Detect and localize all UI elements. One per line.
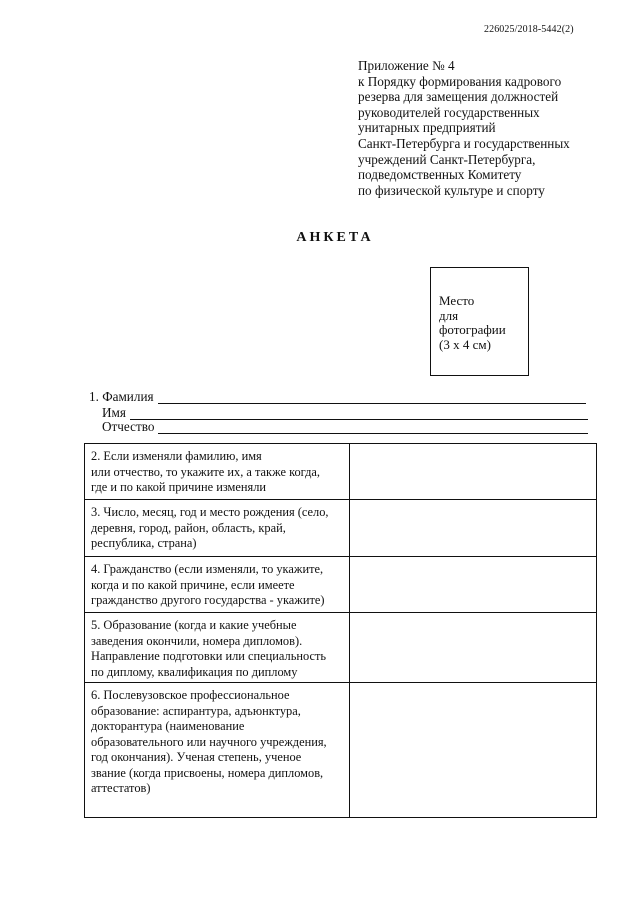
question-line: 2. Если изменяли фамилию, имя — [91, 449, 262, 463]
appendix-note — [358, 58, 620, 198]
question-cell — [85, 613, 350, 683]
answer-cell[interactable] — [350, 444, 597, 500]
question-line: образовательного или научного учреждения, — [91, 734, 327, 749]
question-line: деревня, город, район, область, край, — [91, 520, 286, 535]
table-row — [85, 683, 597, 818]
question-line: 3. Число, месяц, год и место рождения (село, — [91, 505, 329, 519]
question-line: аттестатов) — [91, 781, 151, 795]
appendix-line: Санкт-Петербурга и государственных — [358, 135, 570, 151]
question-cell — [85, 683, 350, 818]
answer-cell[interactable] — [350, 613, 597, 683]
question-line: 4. Гражданство (если изменяли, то укажите, — [91, 562, 324, 576]
question-line: республика, страна) — [91, 536, 197, 550]
question-line: где и по какой причине изменяли — [91, 480, 267, 494]
questionnaire-table — [84, 443, 597, 818]
question-line: гражданство другого государства - укажите) — [91, 593, 325, 607]
question-line: докторантура (наименование — [91, 719, 245, 733]
answer-cell[interactable] — [350, 683, 597, 818]
question-line: или отчество, то укажите их, а также когда, — [91, 464, 321, 479]
photo-label-line: (3 х 4 см) — [439, 336, 491, 352]
appendix-line: подведомственных Комитету — [358, 167, 522, 183]
patronymic-field[interactable] — [158, 422, 588, 434]
table-row — [85, 557, 597, 613]
table-row — [85, 444, 597, 500]
appendix-line: руководителей государственных — [358, 104, 540, 120]
surname-row — [89, 389, 586, 404]
table-row — [85, 500, 597, 557]
question-line: Направление подготовки или специальность — [91, 649, 327, 663]
surname-field[interactable] — [158, 392, 586, 404]
photo-label-line: Место — [439, 293, 475, 308]
surname-label: 1. Фамилия — [89, 389, 154, 404]
photo-label-line: для — [439, 307, 459, 323]
appendix-line: Приложение № 4 — [358, 58, 455, 73]
question-line: 6. Послевузовское профессиональное — [91, 688, 290, 702]
first-name-row — [102, 405, 588, 420]
form-title: АНКЕТА — [296, 230, 374, 245]
appendix-line: по физической культуре и спорту — [358, 182, 545, 198]
question-line: когда и по какой причине, если имеете — [91, 577, 295, 592]
question-line: образование: аспирантура, адъюнктура, — [91, 703, 301, 718]
appendix-line: к Порядку формирования кадрового — [358, 73, 562, 89]
question-line: по диплому, квалификация по диплому — [91, 664, 298, 679]
answer-cell[interactable] — [350, 500, 597, 557]
document-id: 226025/2018-5442(2) — [484, 24, 574, 35]
answer-cell[interactable] — [350, 557, 597, 613]
first-name-label: Имя — [102, 405, 126, 420]
appendix-line: учреждений Санкт-Петербурга, — [358, 151, 536, 167]
table-row — [85, 613, 597, 683]
appendix-line: резерва для замещения должностей — [358, 89, 559, 105]
question-cell — [85, 444, 350, 500]
question-line: звание (когда присвоены, номера дипломов, — [91, 765, 324, 780]
appendix-line: унитарных предприятий — [358, 120, 496, 136]
patronymic-label: Отчество — [102, 419, 155, 434]
question-line: заведения окончили, номера дипломов). — [91, 633, 303, 648]
question-cell — [85, 500, 350, 557]
question-cell — [85, 557, 350, 613]
question-line: год окончания). Ученая степень, ученое — [91, 750, 302, 764]
photo-label-line: фотографии — [439, 322, 506, 337]
question-line: 5. Образование (когда и какие учебные — [91, 618, 297, 632]
photo-placeholder[interactable] — [430, 267, 529, 376]
patronymic-row — [102, 419, 588, 434]
